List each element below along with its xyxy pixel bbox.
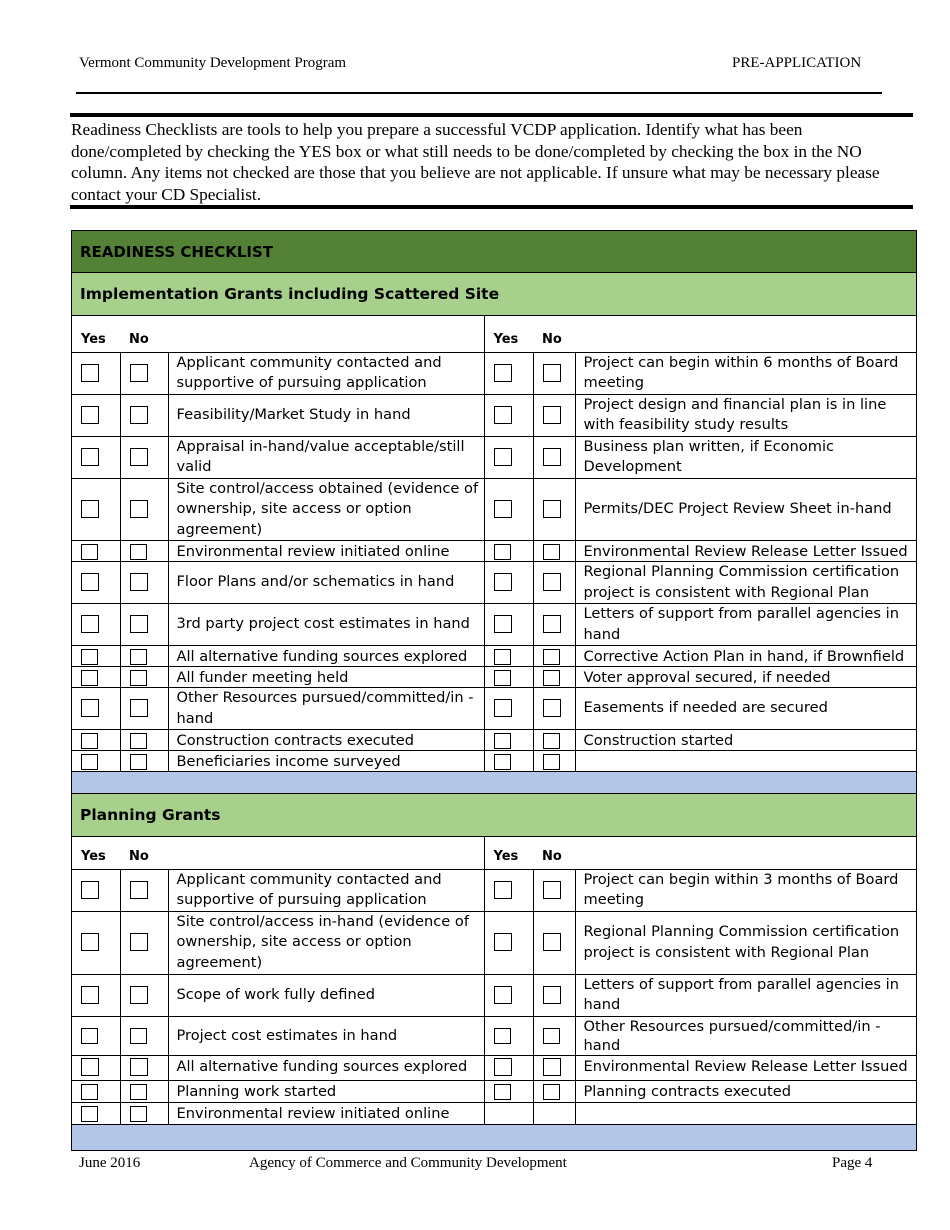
checklist-row <box>72 394 916 436</box>
no-checkbox-right-cell <box>533 604 575 646</box>
item-label-right: Letters of support from parallel agencies in hand <box>575 974 916 1016</box>
checklist-row <box>72 667 916 688</box>
no-checkbox-left-cell <box>120 974 168 1016</box>
item-label-left: Applicant community contacted and supportive of pursuing application <box>168 352 484 394</box>
no-checkbox-left-cell <box>120 1102 168 1124</box>
col-no-header: No <box>533 837 575 869</box>
readiness-checklist <box>71 230 917 1151</box>
yes-checkbox-right-cell <box>484 730 533 751</box>
item-label-right: Corrective Action Plan in hand, if Brownfield <box>575 646 916 667</box>
yes-checkbox-left[interactable] <box>81 699 99 717</box>
item-label-right: Planning contracts executed <box>575 1080 916 1102</box>
no-checkbox-left[interactable] <box>130 448 148 466</box>
item-label-left: Applicant community contacted and supportive of pursuing application <box>168 869 484 911</box>
item-label-left: Project cost estimates in hand <box>168 1016 484 1055</box>
yes-checkbox-left[interactable] <box>81 615 99 633</box>
no-checkbox-right[interactable] <box>543 1028 560 1044</box>
no-checkbox-left-cell <box>120 394 168 436</box>
yes-checkbox-right[interactable] <box>494 670 511 686</box>
yes-checkbox-right-cell <box>484 974 533 1016</box>
yes-checkbox-right[interactable] <box>494 1028 511 1044</box>
yes-checkbox-left-cell <box>72 646 120 667</box>
no-checkbox-left[interactable] <box>130 1106 147 1122</box>
yes-checkbox-right[interactable] <box>494 699 512 717</box>
col-yes-header: Yes <box>484 316 533 352</box>
yes-checkbox-left-cell <box>72 974 120 1016</box>
planning-table <box>72 837 916 1125</box>
checklist-row <box>72 478 916 541</box>
no-checkbox-left[interactable] <box>130 1028 147 1044</box>
no-checkbox-right-cell <box>533 974 575 1016</box>
yes-checkbox-left-cell <box>72 751 120 772</box>
item-label-right: Project can begin within 6 months of Board meeting <box>575 352 916 394</box>
yes-checkbox-left-cell <box>72 1055 120 1080</box>
implementation-section-title: Implementation Grants including Scattered Site <box>72 273 916 316</box>
yes-checkbox-right-cell <box>484 1016 533 1055</box>
no-checkbox-left[interactable] <box>130 670 147 686</box>
checklist-row <box>72 646 916 667</box>
no-checkbox-right[interactable] <box>543 670 560 686</box>
yes-checkbox-left-cell <box>72 688 120 730</box>
no-checkbox-right-cell <box>533 478 575 541</box>
yes-checkbox-left[interactable] <box>81 933 99 951</box>
yes-checkbox-left-cell <box>72 1102 120 1124</box>
yes-checkbox-right[interactable] <box>494 1058 512 1076</box>
yes-checkbox-right-cell <box>484 1080 533 1102</box>
item-label-right: Environmental Review Release Letter Issued <box>575 1055 916 1080</box>
yes-checkbox-left[interactable] <box>81 544 98 560</box>
no-checkbox-right[interactable] <box>543 544 560 560</box>
no-checkbox-left[interactable] <box>130 881 148 899</box>
yes-checkbox-right[interactable] <box>494 733 511 749</box>
implementation-table <box>72 316 916 772</box>
no-checkbox-right[interactable] <box>543 448 561 466</box>
no-checkbox-right-cell <box>533 646 575 667</box>
item-label-left: Construction contracts executed <box>168 730 484 751</box>
yes-checkbox-right[interactable] <box>494 544 511 560</box>
yes-checkbox-right[interactable] <box>494 986 512 1004</box>
yes-checkbox-right[interactable] <box>494 1084 511 1100</box>
checklist-row <box>72 436 916 478</box>
yes-checkbox-left[interactable] <box>81 500 99 518</box>
yes-checkbox-left-cell <box>72 604 120 646</box>
yes-checkbox-left[interactable] <box>81 881 99 899</box>
no-checkbox-right[interactable] <box>543 933 561 951</box>
item-label-left: Appraisal in-hand/value acceptable/still valid <box>168 436 484 478</box>
no-checkbox-left-cell <box>120 352 168 394</box>
col-no-header: No <box>533 316 575 352</box>
checklist-row <box>72 541 916 562</box>
no-checkbox-left-cell <box>120 869 168 911</box>
item-label-right: Letters of support from parallel agencies in hand <box>575 604 916 646</box>
checklist-row <box>72 604 916 646</box>
yes-checkbox-left[interactable] <box>81 1106 98 1122</box>
intro-bottom-rule <box>70 205 913 209</box>
no-checkbox-right-cell <box>533 541 575 562</box>
checklist-row <box>72 730 916 751</box>
checklist-row <box>72 688 916 730</box>
yes-checkbox-left[interactable] <box>81 406 99 424</box>
no-checkbox-left-cell <box>120 562 168 604</box>
item-label-right: Regional Planning Commission certification project is consistent with Regional Plan <box>575 562 916 604</box>
table-header-row <box>72 316 916 352</box>
yes-checkbox-left[interactable] <box>81 448 99 466</box>
yes-checkbox-right[interactable] <box>494 754 511 770</box>
intro-top-rule <box>70 113 913 117</box>
no-checkbox-left[interactable] <box>130 986 148 1004</box>
no-checkbox-right-cell <box>533 751 575 772</box>
item-label-right: Project can begin within 3 months of Board meeting <box>575 869 916 911</box>
no-checkbox-right[interactable] <box>543 699 561 717</box>
no-checkbox-left-cell <box>120 436 168 478</box>
checklist-row <box>72 974 916 1016</box>
checklist-row <box>72 1102 916 1124</box>
item-label-right: Construction started <box>575 730 916 751</box>
no-checkbox-left[interactable] <box>130 933 148 951</box>
planning-section-title: Planning Grants <box>72 794 916 837</box>
no-checkbox-right-cell <box>533 688 575 730</box>
no-checkbox-left-cell <box>120 1055 168 1080</box>
yes-checkbox-right-cell <box>484 604 533 646</box>
no-checkbox-right[interactable] <box>543 649 560 665</box>
checklist-row <box>72 911 916 974</box>
yes-checkbox-left[interactable] <box>81 649 98 665</box>
item-label-right: Easements if needed are secured <box>575 688 916 730</box>
no-checkbox-left[interactable] <box>130 500 148 518</box>
yes-checkbox-right-cell <box>484 646 533 667</box>
yes-checkbox-left-cell <box>72 352 120 394</box>
no-checkbox-left-cell <box>120 1016 168 1055</box>
yes-checkbox-right[interactable] <box>494 500 512 518</box>
no-checkbox-left[interactable] <box>130 1058 148 1076</box>
yes-checkbox-right[interactable] <box>494 448 512 466</box>
no-checkbox-right[interactable] <box>543 364 561 382</box>
no-checkbox-right-cell <box>533 394 575 436</box>
no-checkbox-right-cell <box>533 562 575 604</box>
footer-agency: Agency of Commerce and Community Development <box>249 1155 567 1171</box>
header-rule <box>76 92 882 94</box>
no-checkbox-right-cell <box>533 911 575 974</box>
item-label-left: Other Resources pursued/committed/in - hand <box>168 688 484 730</box>
yes-checkbox-right[interactable] <box>494 881 512 899</box>
checklist-row <box>72 869 916 911</box>
item-label-left: 3rd party project cost estimates in hand <box>168 604 484 646</box>
item-label-left: Site control/access in-hand (evidence of ownership, site access or option agreement) <box>168 911 484 974</box>
item-label-right: Regional Planning Commission certification project is consistent with Regional Plan <box>575 911 916 974</box>
yes-checkbox-left[interactable] <box>81 1084 98 1100</box>
yes-checkbox-left[interactable] <box>81 754 98 770</box>
no-checkbox-left[interactable] <box>130 649 147 665</box>
empty-cell <box>533 1102 575 1124</box>
no-checkbox-left[interactable] <box>130 544 147 560</box>
yes-checkbox-right-cell <box>484 394 533 436</box>
no-checkbox-left[interactable] <box>130 364 148 382</box>
no-checkbox-right[interactable] <box>543 500 561 518</box>
item-label-left: Environmental review initiated online <box>168 1102 484 1124</box>
col-yes-header: Yes <box>72 316 120 352</box>
item-label-left: Scope of work fully defined <box>168 974 484 1016</box>
yes-checkbox-right-cell <box>484 688 533 730</box>
item-label-right: Other Resources pursued/committed/in -hand <box>575 1016 916 1055</box>
item-label-right: Project design and financial plan is in line with feasibility study results <box>575 394 916 436</box>
no-checkbox-left[interactable] <box>130 699 148 717</box>
no-checkbox-right[interactable] <box>543 406 561 424</box>
checklist-row <box>72 1080 916 1102</box>
section-spacer <box>72 772 916 794</box>
intro-paragraph: Readiness Checklists are tools to help you prepare a successful VCDP application. Identify what has been done/completed by checking the YES box or what still needs to be done/completed by checking the box in the NO column. Any items not checked are those that you believe are not applicable. If unsure what may be necessary please contact your CD Specialist. <box>71 120 880 204</box>
no-checkbox-left[interactable] <box>130 1084 147 1100</box>
yes-checkbox-left-cell <box>72 562 120 604</box>
yes-checkbox-right[interactable] <box>494 649 511 665</box>
no-checkbox-right-cell <box>533 1055 575 1080</box>
yes-checkbox-right-cell <box>484 911 533 974</box>
yes-checkbox-right-cell <box>484 667 533 688</box>
no-checkbox-right-cell <box>533 436 575 478</box>
yes-checkbox-left[interactable] <box>81 986 99 1004</box>
no-checkbox-left-cell <box>120 478 168 541</box>
col-no-header: No <box>120 316 168 352</box>
item-label-right: Voter approval secured, if needed <box>575 667 916 688</box>
item-label-left: Floor Plans and/or schematics in hand <box>168 562 484 604</box>
yes-checkbox-left[interactable] <box>81 670 98 686</box>
table-header-row <box>72 837 916 869</box>
yes-checkbox-left[interactable] <box>81 1028 98 1044</box>
yes-checkbox-right-cell <box>484 1055 533 1080</box>
item-label-left: All alternative funding sources explored <box>168 1055 484 1080</box>
no-checkbox-left[interactable] <box>130 573 148 591</box>
col-yes-header: Yes <box>72 837 120 869</box>
no-checkbox-right[interactable] <box>543 1058 561 1076</box>
header-doc-type: PRE-APPLICATION <box>732 55 862 71</box>
yes-checkbox-left[interactable] <box>81 733 98 749</box>
checklist-row <box>72 1055 916 1080</box>
yes-checkbox-right-cell <box>484 869 533 911</box>
checklist-title: READINESS CHECKLIST <box>72 231 916 273</box>
yes-checkbox-right-cell <box>484 352 533 394</box>
yes-checkbox-left-cell <box>72 869 120 911</box>
yes-checkbox-left[interactable] <box>81 1058 99 1076</box>
empty-cell <box>484 1102 533 1124</box>
no-checkbox-right-cell <box>533 1016 575 1055</box>
item-label-right <box>575 1102 916 1124</box>
yes-checkbox-right-cell <box>484 562 533 604</box>
yes-checkbox-right-cell <box>484 436 533 478</box>
yes-checkbox-left-cell <box>72 478 120 541</box>
yes-checkbox-left-cell <box>72 1080 120 1102</box>
footer-date: June 2016 <box>79 1155 141 1171</box>
no-checkbox-right-cell <box>533 667 575 688</box>
item-label-right: Business plan written, if Economic Development <box>575 436 916 478</box>
no-checkbox-left-cell <box>120 751 168 772</box>
no-checkbox-left-cell <box>120 667 168 688</box>
yes-checkbox-right-cell <box>484 751 533 772</box>
no-checkbox-right[interactable] <box>543 754 560 770</box>
yes-checkbox-left-cell <box>72 541 120 562</box>
header-program: Vermont Community Development Program <box>79 55 347 71</box>
footer-page-number: Page 4 <box>832 1155 873 1171</box>
no-checkbox-right-cell <box>533 730 575 751</box>
yes-checkbox-left-cell <box>72 911 120 974</box>
yes-checkbox-left-cell <box>72 394 120 436</box>
yes-checkbox-right[interactable] <box>494 615 512 633</box>
yes-checkbox-right-cell <box>484 478 533 541</box>
item-label-right: Permits/DEC Project Review Sheet in-hand <box>575 478 916 541</box>
yes-checkbox-left-cell <box>72 667 120 688</box>
col-no-header: No <box>120 837 168 869</box>
no-checkbox-left-cell <box>120 911 168 974</box>
no-checkbox-right[interactable] <box>543 881 561 899</box>
no-checkbox-left[interactable] <box>130 615 148 633</box>
no-checkbox-right[interactable] <box>543 615 561 633</box>
item-label-left: Feasibility/Market Study in hand <box>168 394 484 436</box>
no-checkbox-left-cell <box>120 688 168 730</box>
no-checkbox-right[interactable] <box>543 733 560 749</box>
item-label-left: Environmental review initiated online <box>168 541 484 562</box>
yes-checkbox-left[interactable] <box>81 364 99 382</box>
checklist-row <box>72 1016 916 1055</box>
no-checkbox-left-cell <box>120 541 168 562</box>
no-checkbox-right-cell <box>533 1080 575 1102</box>
yes-checkbox-right[interactable] <box>494 573 512 591</box>
checklist-row <box>72 562 916 604</box>
no-checkbox-left[interactable] <box>130 754 147 770</box>
no-checkbox-right[interactable] <box>543 1084 560 1100</box>
yes-checkbox-right-cell <box>484 541 533 562</box>
checklist-row <box>72 352 916 394</box>
no-checkbox-right[interactable] <box>543 573 561 591</box>
no-checkbox-left-cell <box>120 1080 168 1102</box>
col-yes-header: Yes <box>484 837 533 869</box>
section-spacer <box>72 1125 916 1150</box>
item-label-left: Beneficiaries income surveyed <box>168 751 484 772</box>
item-label-left: All funder meeting held <box>168 667 484 688</box>
yes-checkbox-left-cell <box>72 730 120 751</box>
no-checkbox-right-cell <box>533 869 575 911</box>
checklist-row <box>72 751 916 772</box>
yes-checkbox-right[interactable] <box>494 406 512 424</box>
item-label-right: Environmental Review Release Letter Issued <box>575 541 916 562</box>
no-checkbox-left-cell <box>120 646 168 667</box>
yes-checkbox-right[interactable] <box>494 364 512 382</box>
no-checkbox-left[interactable] <box>130 406 148 424</box>
no-checkbox-left-cell <box>120 730 168 751</box>
item-label-left: Site control/access obtained (evidence of ownership, site access or option agreement) <box>168 478 484 541</box>
item-label-left: All alternative funding sources explored <box>168 646 484 667</box>
no-checkbox-right-cell <box>533 352 575 394</box>
no-checkbox-left-cell <box>120 604 168 646</box>
no-checkbox-right[interactable] <box>543 986 561 1004</box>
item-label-right <box>575 751 916 772</box>
yes-checkbox-right[interactable] <box>494 933 512 951</box>
yes-checkbox-left[interactable] <box>81 573 99 591</box>
no-checkbox-left[interactable] <box>130 733 147 749</box>
item-label-left: Planning work started <box>168 1080 484 1102</box>
yes-checkbox-left-cell <box>72 1016 120 1055</box>
yes-checkbox-left-cell <box>72 436 120 478</box>
